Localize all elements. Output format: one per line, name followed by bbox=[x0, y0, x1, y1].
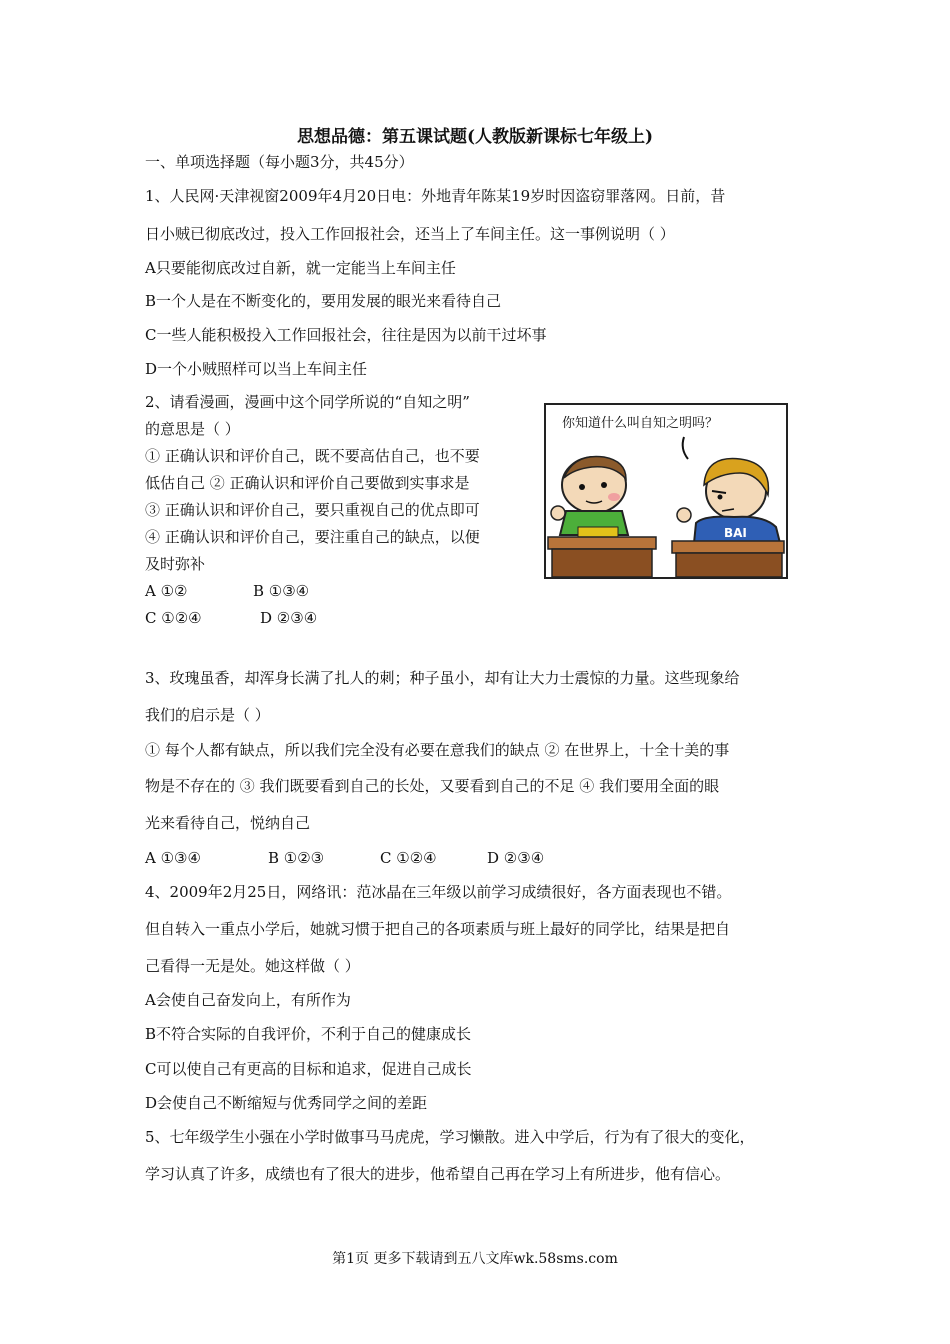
q3-option-b: B ①②③ bbox=[268, 849, 325, 867]
q2-statement-3: ③ 正确认识和评价自己，要只重视自己的优点即可 bbox=[145, 501, 480, 519]
q4-stem-line3: 己看得一无是处。她这样做（ ） bbox=[145, 957, 360, 975]
q1-option-c: C一些人能积极投入工作回报社会，往往是因为以前干过坏事 bbox=[145, 326, 547, 344]
left-desk bbox=[548, 537, 656, 549]
q1-option-d: D一个小贼照样可以当上车间主任 bbox=[145, 360, 368, 378]
q4-stem-line1: 4、2009年2月25日，网络讯：范冰晶在三年级以前学习成绩很好，各方面表现也不错。 bbox=[145, 883, 732, 901]
q4-option-a: A会使自己奋发向上，有所作为 bbox=[145, 991, 351, 1009]
q4-stem-line2: 但自转入一重点小学后，她就习惯于把自己的各项素质与班上最好的同学比，结果是把自 bbox=[145, 920, 731, 938]
q3-stem-line2: 我们的启示是（ ） bbox=[145, 706, 270, 724]
q2-statement-4: ④ 正确认识和评价自己，要注重自己的缺点，以便 bbox=[145, 528, 480, 546]
q1-option-a: A只要能彻底改过自新，就一定能当上车间主任 bbox=[145, 259, 456, 277]
q2-statement-1a: ① 正确认识和评价自己，既不要高估自己，也不要 bbox=[145, 447, 480, 465]
q3-statement-line3: 光来看待自己，悦纳自己 bbox=[145, 814, 311, 832]
q3-statement-line2: 物是不存在的 ③ 我们既要看到自己的长处，又要看到自己的不足 ④ 我们要用全面的眼 bbox=[145, 777, 720, 795]
q3-stem-line1: 3、玫瑰虽香，却浑身长满了扎人的刺；种子虽小，却有让大力士震惊的力量。这些现象给 bbox=[145, 669, 740, 687]
q5-stem-line2: 学习认真了许多，成绩也有了很大的进步，他希望自己再在学习上有所进步，他有信心。 bbox=[145, 1165, 731, 1183]
q3-options bbox=[145, 848, 544, 868]
q2-options-row1 bbox=[145, 581, 309, 601]
q1-stem-line2: 日小贼已彻底改过，投入工作回报社会，还当上了车间主任。这一事例说明（ ） bbox=[145, 225, 675, 243]
q3-option-c: C ①②④ bbox=[380, 849, 437, 867]
shirt-lettering: BAI bbox=[724, 526, 747, 540]
q2-statement-4b: 及时弥补 bbox=[145, 555, 206, 573]
q3-option-d: D ②③④ bbox=[487, 849, 545, 867]
q2-option-a: A ①② bbox=[145, 582, 188, 600]
q3-statement-line1: ① 每个人都有缺点，所以我们完全没有必要在意我们的缺点 ② 在世界上，十全十美的事 bbox=[145, 741, 730, 759]
cartoon-illustration bbox=[544, 403, 788, 579]
q5-stem-line1: 5、七年级学生小强在小学时做事马马虎虎，学习懒散。进入中学后，行为有了很大的变化， bbox=[145, 1128, 755, 1146]
q2-options-row2 bbox=[145, 608, 317, 628]
q2-option-c: C ①②④ bbox=[145, 609, 202, 627]
q4-option-d: D会使自己不断缩短与优秀同学之间的差距 bbox=[145, 1094, 428, 1112]
q2-stem-line1: 2、请看漫画，漫画中这个同学所说的“自知之明” bbox=[145, 393, 470, 411]
q1-stem-line1: 1、人民网·天津视窗2009年4月20日电：外地青年陈某19岁时因盗窃罪落网。日前，昔 bbox=[145, 187, 726, 205]
page-title: 思想品德：第五课试题(人教版新课标七年级上) bbox=[296, 127, 654, 147]
page-footer: 第1页 更多下载请到五八文库wk.58sms.com bbox=[332, 1251, 618, 1267]
q4-option-b: B不符合实际的自我评价，不利于自己的健康成长 bbox=[145, 1025, 472, 1043]
section-heading: 一、单项选择题（每小题3分，共45分） bbox=[145, 153, 414, 171]
q2-option-b: B ①③④ bbox=[253, 582, 310, 600]
q2-stem-line2: 的意思是（ ） bbox=[145, 420, 240, 438]
right-desk bbox=[672, 541, 784, 553]
q3-option-a: A ①③④ bbox=[145, 849, 201, 867]
q2-option-d: D ②③④ bbox=[260, 609, 318, 627]
q1-option-b: B一个人是在不断变化的，要用发展的眼光来看待自己 bbox=[145, 292, 502, 310]
q4-option-c: C可以使自己有更高的目标和追求，促进自己成长 bbox=[145, 1060, 472, 1078]
q2-statement-1b: 低估自己 ② 正确认识和评价自己要做到实事求是 bbox=[145, 474, 470, 492]
cartoon-speech-text: 你知道什么叫自知之明吗？ bbox=[562, 416, 719, 431]
